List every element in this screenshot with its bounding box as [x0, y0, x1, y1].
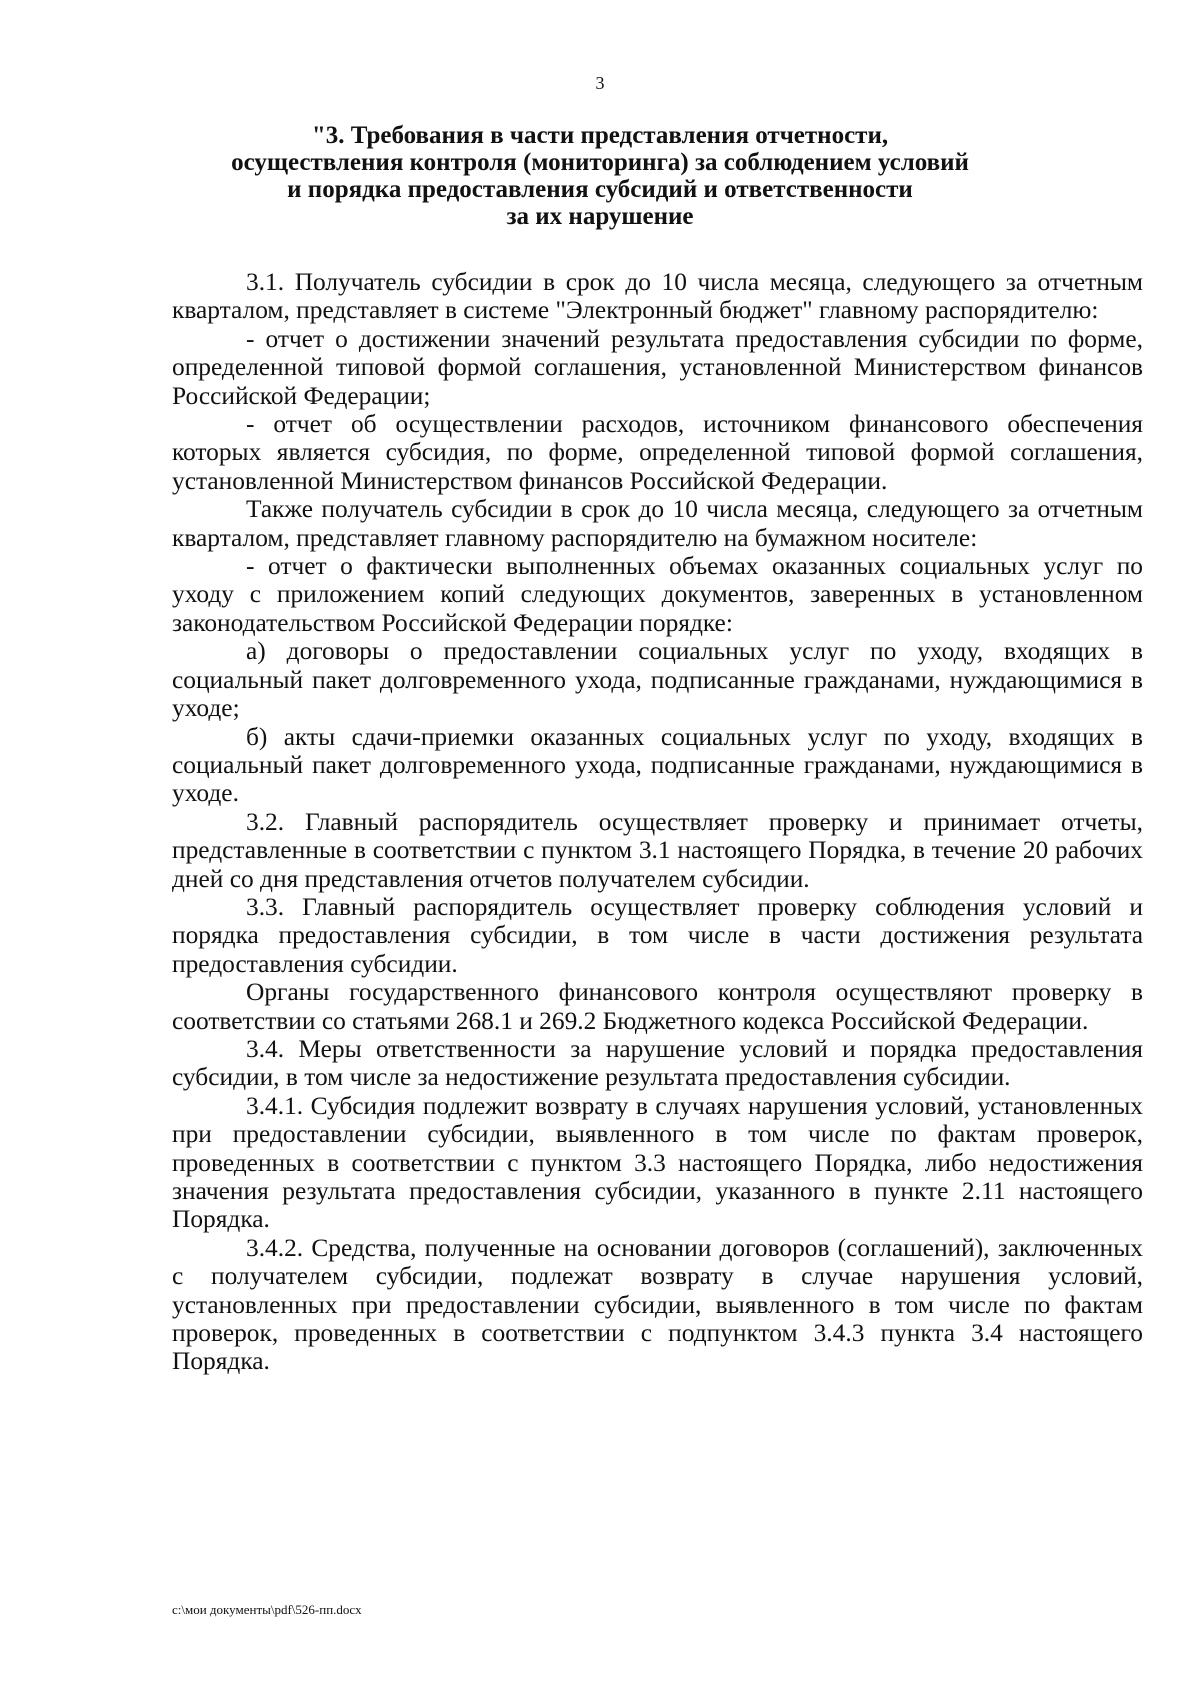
paragraph-3-2: 3.2. Главный распорядитель осуществляет проверку и принимает отчеты, представленные в соответствии с пунктом 3.1 настоящего Порядка, в течение 20 рабочих дней со дня представления отчетов получателем субсидии.	[172, 807, 1143, 893]
footer-file-path: c:\мои документы\pdf\526-пп.docx	[172, 1602, 362, 1617]
paragraph-report-services: - отчет о фактически выполненных объемах оказанных социальных услуг по уходу с приложением копий следующих документов, заверенных в установленном законодательством Российской Федерации порядке:	[172, 552, 1143, 637]
paragraph-item-b: б) акты сдачи-приемки оказанных социальных услуг по уходу, входящих в социальный пакет долговременного ухода, подписанные гражданами, нуждающимися в уходе.	[172, 722, 1143, 808]
paragraph-3-4: 3.4. Меры ответственности за нарушение условий и порядка предоставления субсидии, в том числе за недостижение результата предоставления субсидии.	[172, 1034, 1143, 1092]
page-number: 3	[595, 73, 605, 93]
section-heading	[170, 122, 1030, 230]
paragraph-3-1: 3.1. Получатель субсидии в срок до 10 числа месяца, следующего за отчетным кварталом, представляет в системе "Электронный бюджет" главному распорядителю:	[172, 268, 1143, 325]
paragraph-item-a: а) договоры о предоставлении социальных услуг по уходу, входящих в социальный пакет долговременного ухода, подписанные гражданами, нуждающимися в уходе;	[172, 637, 1143, 723]
heading-line: осуществления контроля (мониторинга) за соблюдением условий	[231, 149, 969, 176]
document-body	[172, 268, 1143, 1376]
paragraph-3-4-1: 3.4.1. Субсидия подлежит возврату в случаях нарушения условий, установленных при предоставлении субсидии, выявленного в том числе по фактам проверок, проведенных в соответствии с пунктом 3.3 настоящего Порядка, либо недостижения значения результата предоставления субсидии, указанного в пункте 2.11 настоящего Порядка.	[172, 1091, 1143, 1234]
heading-line: и порядка предоставления субсидий и ответственности	[287, 176, 913, 203]
heading-line: "3. Требования в части представления отчетности,	[311, 122, 889, 149]
paragraph-3-4-2: 3.4.2. Средства, полученные на основании договоров (соглашений), заключенных с получателем субсидии, подлежат возврату в случае нарушения условий, установленных при предоставлении субсидии, выявленного в том числе по фактам проверок, проведенных в соответствии с подпунктом 3.4.3 пункта 3.4 настоящего Порядка.	[172, 1233, 1143, 1376]
paragraph-paper-reports: Также получатель субсидии в срок до 10 числа месяца, следующего за отчетным кварталом, представляет главному распорядителю на бумажном носителе:	[172, 495, 1143, 552]
paragraph-3-3: 3.3. Главный распорядитель осуществляет проверку соблюдения условий и порядка предоставления субсидии, в том числе в части достижения результата предоставления субсидии.	[172, 892, 1143, 978]
heading-line: за их нарушение	[506, 203, 694, 230]
paragraph-financial-control: Органы государственного финансового контроля осуществляют проверку в соответствии со статьями 268.1 и 269.2 Бюджетного кодекса Российской Федерации.	[172, 978, 1143, 1035]
paragraph-report-achievement: - отчет о достижении значений результата предоставления субсидии по форме, определенной типовой формой соглашения, установленной Министерством финансов Российской Федерации;	[172, 324, 1143, 410]
paragraph-report-expenses: - отчет об осуществлении расходов, источником финансового обеспечения которых является субсидия, по форме, определенной типовой формой соглашения, установленной Министерством финансов Российской Федерации.	[172, 410, 1143, 495]
